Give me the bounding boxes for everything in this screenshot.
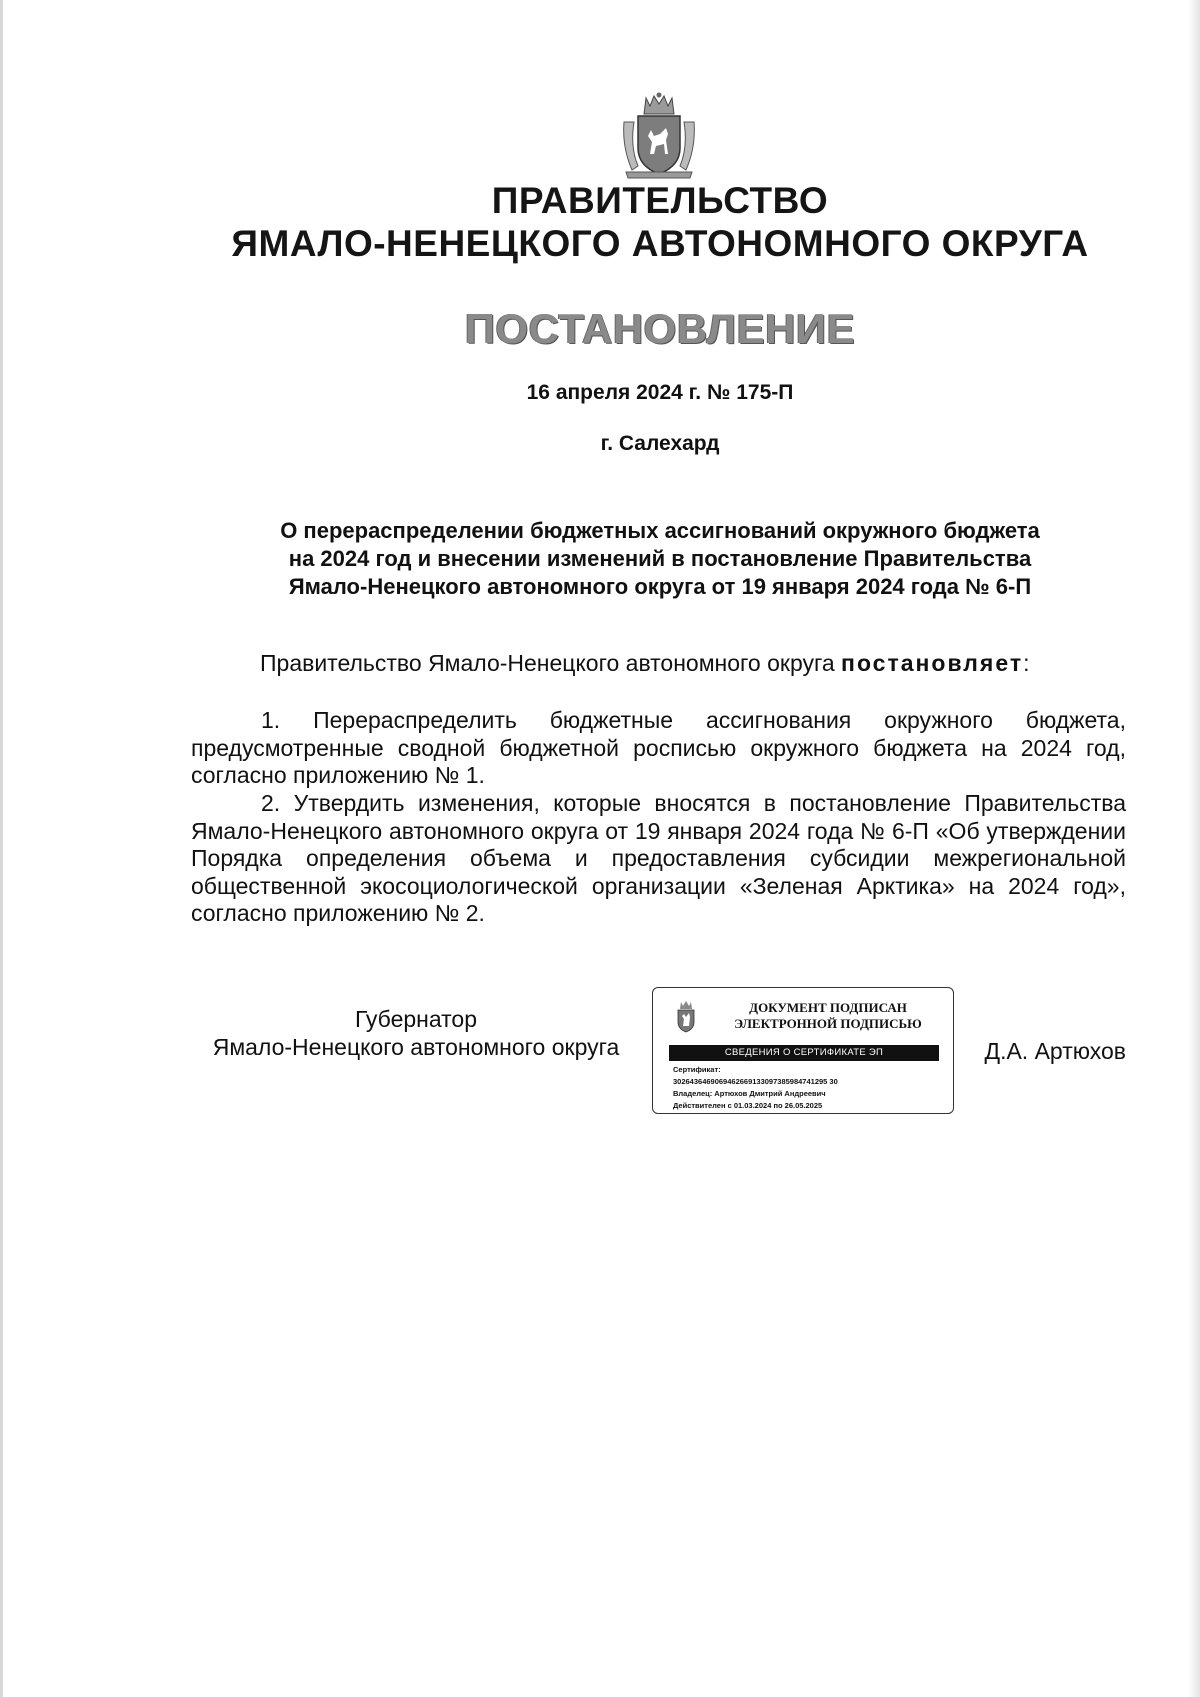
signer-position-line2: Ямало-Ненецкого автономного округа	[212, 1034, 620, 1060]
stamp-emblem-icon	[673, 1000, 699, 1034]
certificate-validity: Действителен с 01.03.2024 по 26.05.2025	[673, 1101, 823, 1110]
document-type: ПОСТАНОВЛЕНИЕ	[464, 305, 856, 352]
paragraph-text: 1. Перераспределить бюджетные ассигнования окружного бюджета, предусмотренные сводной бюджетной росписью окружного бюджета на 2024 год, согласно приложению № 1.	[191, 707, 1126, 788]
stamp-title	[713, 1000, 943, 1032]
decree-suffix: :	[1023, 650, 1030, 676]
decree-word: постановляет	[841, 650, 1024, 676]
coat-of-arms-icon	[620, 92, 698, 180]
decree-line	[260, 650, 1140, 678]
decree-prefix: Правительство Ямало-Ненецкого автономного округа	[260, 650, 842, 676]
document-date-number: 16 апреля 2024 г. № 175-П	[526, 381, 794, 404]
signer-position-line1: Губернатор	[354, 1006, 478, 1032]
stamp-title-line2: ЭЛЕКТРОННОЙ ПОДПИСЬЮ	[734, 1016, 922, 1031]
signer-name: Д.А. Артюхов	[984, 1038, 1126, 1064]
certificate-owner: Владелец: Артюхов Дмитрий Андреевич	[673, 1089, 826, 1098]
document-city: г. Салехард	[600, 432, 720, 455]
paragraph-item-2	[191, 790, 1126, 928]
subject-line: на 2024 год и внесении изменений в постановление Правительства	[288, 546, 1032, 571]
document-subject	[180, 517, 1140, 601]
government-title-line1: ПРАВИТЕЛЬСТВО	[491, 180, 829, 221]
subject-line: Ямало-Ненецкого автономного округа от 19 января 2024 года № 6-П	[288, 574, 1032, 599]
certificate-info	[673, 1064, 838, 1112]
stamp-title-line1: ДОКУМЕНТ ПОДПИСАН	[749, 1000, 907, 1015]
paragraph-text: 2. Утвердить изменения, которые вносятся в постановление Правительства Ямало-Ненецкого автономного округа от 19 января 2024 года № 6-П «Об утверждении Порядка определения объема и предоставления субсидии межрегиональной общественной экосоциологической организации «Зеленая Арктика» на 2024 год», согласно приложению № 2.	[191, 790, 1126, 926]
government-title-line2: ЯМАЛО-НЕНЕЦКОГО АВТОНОМНОГО ОКРУГА	[231, 223, 1089, 264]
certificate-number: 3026436469069462669133097385984741295 30	[673, 1077, 838, 1086]
certificate-info-bar: СВЕДЕНИЯ О СЕРТИФИКАТЕ ЭП	[669, 1045, 939, 1061]
certificate-label: Сертификат:	[673, 1065, 721, 1074]
subject-line: О перераспределении бюджетных ассигнований окружного бюджета	[280, 518, 1040, 543]
signer-position	[191, 1005, 641, 1061]
electronic-signature-stamp	[652, 987, 954, 1114]
paragraph-item-1	[191, 707, 1126, 790]
